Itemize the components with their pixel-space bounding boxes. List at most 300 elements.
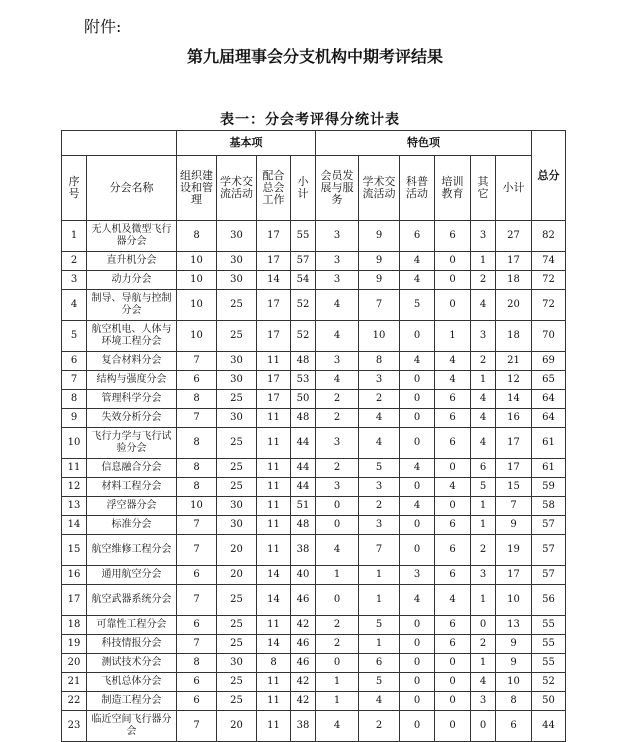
seq-cell: 5: [62, 321, 87, 352]
academic-special-cell: 7: [359, 290, 400, 321]
training-cell: 0: [435, 654, 471, 673]
coop-cell: 14: [257, 635, 291, 654]
seq-cell: 17: [62, 585, 87, 616]
table-row: [62, 585, 566, 616]
branch-name-cell: 材料工程分会: [87, 478, 177, 497]
other-cell: 2: [471, 535, 496, 566]
member-cell: 4: [316, 535, 359, 566]
member-cell: 3: [316, 221, 359, 252]
member-cell: 0: [316, 516, 359, 535]
other-cell: 2: [471, 271, 496, 290]
member-cell: 2: [316, 390, 359, 409]
coop-cell: 14: [257, 585, 291, 616]
org-cell: 6: [177, 673, 217, 692]
seq-cell: 10: [62, 428, 87, 459]
branch-name-cell: 管理科学分会: [87, 390, 177, 409]
training-cell: 6: [435, 428, 471, 459]
table-row: [62, 271, 566, 290]
other-cell: 1: [471, 371, 496, 390]
other-cell: 4: [471, 390, 496, 409]
seq-cell: 21: [62, 673, 87, 692]
academic-special-cell: 6: [359, 654, 400, 673]
coop-cell: 17: [257, 371, 291, 390]
org-cell: 10: [177, 497, 217, 516]
science-cell: 4: [400, 271, 435, 290]
academic-cell: 25: [217, 390, 257, 409]
academic-special-cell: 8: [359, 352, 400, 371]
seq-cell: 2: [62, 252, 87, 271]
total-cell: 55: [532, 616, 566, 635]
branch-name-cell: 航空维修工程分会: [87, 535, 177, 566]
org-cell: 10: [177, 321, 217, 352]
score-table-body: [62, 221, 566, 742]
subtotal-basic-cell: 57: [291, 252, 316, 271]
table-row: [62, 371, 566, 390]
header-special-items: 特色项: [316, 131, 532, 156]
subtotal-basic-cell: 46: [291, 585, 316, 616]
other-cell: 0: [471, 711, 496, 742]
coop-cell: 17: [257, 321, 291, 352]
subtotal-basic-cell: 44: [291, 428, 316, 459]
total-cell: 69: [532, 352, 566, 371]
academic-cell: 30: [217, 497, 257, 516]
science-cell: 4: [400, 252, 435, 271]
org-cell: 7: [177, 409, 217, 428]
org-cell: 8: [177, 390, 217, 409]
table-row: [62, 711, 566, 742]
total-cell: 59: [532, 478, 566, 497]
other-cell: 4: [471, 290, 496, 321]
seq-cell: 13: [62, 497, 87, 516]
other-cell: 5: [471, 478, 496, 497]
other-cell: 4: [471, 409, 496, 428]
science-cell: 0: [400, 371, 435, 390]
academic-special-cell: 9: [359, 252, 400, 271]
academic-special-cell: 4: [359, 692, 400, 711]
science-cell: 0: [400, 692, 435, 711]
academic-cell: 20: [217, 711, 257, 742]
member-cell: 1: [316, 566, 359, 585]
org-cell: 10: [177, 271, 217, 290]
total-cell: 74: [532, 252, 566, 271]
org-cell: 6: [177, 566, 217, 585]
branch-name-cell: 科技情报分会: [87, 635, 177, 654]
academic-cell: 30: [217, 252, 257, 271]
subtotal-special-cell: 7: [496, 497, 532, 516]
coop-cell: 11: [257, 352, 291, 371]
seq-cell: 22: [62, 692, 87, 711]
header-academic-exchange-special: 学术交流活动: [359, 156, 400, 221]
academic-cell: 20: [217, 566, 257, 585]
subtotal-special-cell: 9: [496, 654, 532, 673]
coop-cell: 14: [257, 566, 291, 585]
seq-cell: 16: [62, 566, 87, 585]
academic-special-cell: 9: [359, 221, 400, 252]
total-cell: 61: [532, 459, 566, 478]
other-cell: 3: [471, 221, 496, 252]
member-cell: 3: [316, 352, 359, 371]
seq-cell: 19: [62, 635, 87, 654]
academic-special-cell: 3: [359, 371, 400, 390]
seq-cell: 9: [62, 409, 87, 428]
academic-cell: 25: [217, 459, 257, 478]
subtotal-basic-cell: 48: [291, 516, 316, 535]
subtotal-special-cell: 19: [496, 535, 532, 566]
total-cell: 55: [532, 635, 566, 654]
subtotal-basic-cell: 42: [291, 692, 316, 711]
member-cell: 1: [316, 673, 359, 692]
org-cell: 8: [177, 654, 217, 673]
other-cell: 6: [471, 459, 496, 478]
other-cell: 1: [471, 585, 496, 616]
science-cell: 4: [400, 497, 435, 516]
branch-name-cell: 结构与强度分会: [87, 371, 177, 390]
member-cell: 3: [316, 428, 359, 459]
table-row: [62, 459, 566, 478]
subtotal-basic-cell: 46: [291, 635, 316, 654]
subtotal-special-cell: 18: [496, 321, 532, 352]
other-cell: 1: [471, 654, 496, 673]
subtotal-special-cell: 6: [496, 711, 532, 742]
branch-name-cell: 可靠性工程分会: [87, 616, 177, 635]
org-cell: 10: [177, 290, 217, 321]
coop-cell: 17: [257, 290, 291, 321]
other-cell: 3: [471, 321, 496, 352]
table-row: [62, 428, 566, 459]
other-cell: 4: [471, 673, 496, 692]
training-cell: 0: [435, 711, 471, 742]
total-cell: 55: [532, 654, 566, 673]
header-subtotal-basic: 小计: [291, 156, 316, 221]
science-cell: 0: [400, 409, 435, 428]
subtotal-basic-cell: 44: [291, 459, 316, 478]
training-cell: 4: [435, 585, 471, 616]
subtotal-special-cell: 13: [496, 616, 532, 635]
other-cell: 1: [471, 252, 496, 271]
subtotal-special-cell: 9: [496, 516, 532, 535]
coop-cell: 11: [257, 535, 291, 566]
subtotal-special-cell: 15: [496, 478, 532, 497]
subtotal-special-cell: 9: [496, 635, 532, 654]
academic-cell: 25: [217, 585, 257, 616]
table-row: [62, 409, 566, 428]
branch-name-cell: 标准分会: [87, 516, 177, 535]
training-cell: 0: [435, 290, 471, 321]
seq-cell: 8: [62, 390, 87, 409]
subtotal-basic-cell: 46: [291, 654, 316, 673]
attachment-label: 附件:: [84, 17, 122, 36]
subtotal-special-cell: 17: [496, 252, 532, 271]
science-cell: 6: [400, 221, 435, 252]
org-cell: 8: [177, 428, 217, 459]
academic-special-cell: 3: [359, 516, 400, 535]
org-cell: 7: [177, 352, 217, 371]
member-cell: 1: [316, 692, 359, 711]
training-cell: 6: [435, 616, 471, 635]
org-cell: 10: [177, 252, 217, 271]
science-cell: 0: [400, 635, 435, 654]
science-cell: 0: [400, 390, 435, 409]
seq-cell: 3: [62, 271, 87, 290]
training-cell: 1: [435, 321, 471, 352]
coop-cell: 8: [257, 654, 291, 673]
subtotal-special-cell: 17: [496, 566, 532, 585]
coop-cell: 14: [257, 271, 291, 290]
subtotal-special-cell: 27: [496, 221, 532, 252]
subtotal-special-cell: 10: [496, 585, 532, 616]
document-title: 第九届理事会分支机构中期考评结果: [186, 47, 443, 66]
total-cell: 72: [532, 271, 566, 290]
training-cell: 6: [435, 409, 471, 428]
branch-name-cell: 飞行力学与飞行试验分会: [87, 428, 177, 459]
academic-cell: 30: [217, 271, 257, 290]
other-cell: 4: [471, 428, 496, 459]
subtotal-special-cell: 20: [496, 290, 532, 321]
coop-cell: 11: [257, 459, 291, 478]
academic-cell: 25: [217, 428, 257, 459]
training-cell: 4: [435, 478, 471, 497]
table-row: [62, 635, 566, 654]
science-cell: 0: [400, 673, 435, 692]
subtotal-special-cell: 17: [496, 459, 532, 478]
coop-cell: 11: [257, 516, 291, 535]
total-cell: 65: [532, 371, 566, 390]
other-cell: 3: [471, 566, 496, 585]
table-row: [62, 535, 566, 566]
total-cell: 56: [532, 585, 566, 616]
org-cell: 8: [177, 221, 217, 252]
science-cell: 0: [400, 616, 435, 635]
branch-name-cell: 制导、导航与控制分会: [87, 290, 177, 321]
training-cell: 6: [435, 635, 471, 654]
training-cell: 0: [435, 692, 471, 711]
coop-cell: 11: [257, 428, 291, 459]
training-cell: 0: [435, 271, 471, 290]
other-cell: 2: [471, 352, 496, 371]
training-cell: 4: [435, 371, 471, 390]
branch-name-cell: 临近空间飞行器分会: [87, 711, 177, 742]
total-cell: 82: [532, 221, 566, 252]
total-cell: 72: [532, 290, 566, 321]
training-cell: 0: [435, 252, 471, 271]
science-cell: 5: [400, 290, 435, 321]
header-science-popularization: 科普活动: [400, 156, 435, 221]
subtotal-basic-cell: 52: [291, 321, 316, 352]
total-cell: 57: [532, 535, 566, 566]
subtotal-special-cell: 14: [496, 390, 532, 409]
branch-name-cell: 航空机电、人体与环境工程分会: [87, 321, 177, 352]
seq-cell: 4: [62, 290, 87, 321]
subtotal-special-cell: 12: [496, 371, 532, 390]
member-cell: 0: [316, 497, 359, 516]
subtotal-special-cell: 18: [496, 271, 532, 290]
seq-cell: 14: [62, 516, 87, 535]
academic-special-cell: 7: [359, 535, 400, 566]
academic-special-cell: 1: [359, 566, 400, 585]
branch-name-cell: 无人机及微型飞行器分会: [87, 221, 177, 252]
table-row: [62, 290, 566, 321]
header-seq: 序号: [62, 156, 87, 221]
member-cell: 3: [316, 252, 359, 271]
header-cooperation: 配合总会工作: [257, 156, 291, 221]
table-row: [62, 516, 566, 535]
academic-special-cell: 1: [359, 585, 400, 616]
subtotal-basic-cell: 50: [291, 390, 316, 409]
table-row: [62, 616, 566, 635]
header-other: 其它: [471, 156, 496, 221]
score-table: [61, 130, 566, 742]
science-cell: 0: [400, 654, 435, 673]
training-cell: 0: [435, 673, 471, 692]
academic-cell: 30: [217, 371, 257, 390]
org-cell: 8: [177, 459, 217, 478]
subtotal-special-cell: 10: [496, 673, 532, 692]
table-row: [62, 566, 566, 585]
coop-cell: 17: [257, 221, 291, 252]
academic-cell: 20: [217, 535, 257, 566]
header-training: 培训教育: [435, 156, 471, 221]
branch-name-cell: 测试技术分会: [87, 654, 177, 673]
org-cell: 6: [177, 371, 217, 390]
subtotal-basic-cell: 40: [291, 566, 316, 585]
header-total-score: 总分: [532, 131, 566, 221]
header-org-management: 组织建设和管理: [177, 156, 217, 221]
header-member-service: 会员发展与服务: [316, 156, 359, 221]
subtotal-special-cell: 16: [496, 409, 532, 428]
academic-cell: 30: [217, 516, 257, 535]
org-cell: 7: [177, 535, 217, 566]
branch-name-cell: 信息融合分会: [87, 459, 177, 478]
seq-cell: 1: [62, 221, 87, 252]
org-cell: 6: [177, 692, 217, 711]
seq-cell: 11: [62, 459, 87, 478]
training-cell: 0: [435, 497, 471, 516]
branch-name-cell: 动力分会: [87, 271, 177, 290]
header-academic-exchange: 学术交流活动: [217, 156, 257, 221]
science-cell: 0: [400, 711, 435, 742]
academic-cell: 25: [217, 290, 257, 321]
academic-cell: 25: [217, 692, 257, 711]
science-cell: 0: [400, 535, 435, 566]
training-cell: 6: [435, 390, 471, 409]
table-title: 表一：分会考评得分统计表: [220, 112, 400, 128]
table-row: [62, 390, 566, 409]
training-cell: 6: [435, 535, 471, 566]
academic-cell: 30: [217, 409, 257, 428]
member-cell: 2: [316, 459, 359, 478]
coop-cell: 17: [257, 390, 291, 409]
training-cell: 6: [435, 516, 471, 535]
org-cell: 7: [177, 711, 217, 742]
other-cell: 3: [471, 692, 496, 711]
science-cell: 3: [400, 566, 435, 585]
science-cell: 4: [400, 459, 435, 478]
academic-cell: 25: [217, 635, 257, 654]
member-cell: 4: [316, 711, 359, 742]
training-cell: 4: [435, 352, 471, 371]
subtotal-basic-cell: 38: [291, 711, 316, 742]
table-row: [62, 497, 566, 516]
org-cell: 8: [177, 478, 217, 497]
coop-cell: 11: [257, 478, 291, 497]
table-row: [62, 673, 566, 692]
table-row: [62, 478, 566, 497]
subtotal-basic-cell: 38: [291, 535, 316, 566]
academic-cell: 30: [217, 352, 257, 371]
member-cell: 2: [316, 635, 359, 654]
coop-cell: 11: [257, 497, 291, 516]
branch-name-cell: 飞机总体分会: [87, 673, 177, 692]
total-cell: 58: [532, 497, 566, 516]
org-cell: 7: [177, 635, 217, 654]
header-basic-items: 基本项: [177, 131, 316, 156]
total-cell: 50: [532, 692, 566, 711]
branch-name-cell: 复合材料分会: [87, 352, 177, 371]
academic-cell: 25: [217, 616, 257, 635]
subtotal-special-cell: 21: [496, 352, 532, 371]
total-cell: 70: [532, 321, 566, 352]
academic-special-cell: 2: [359, 711, 400, 742]
total-cell: 64: [532, 390, 566, 409]
total-cell: 61: [532, 428, 566, 459]
subtotal-basic-cell: 52: [291, 290, 316, 321]
seq-cell: 6: [62, 352, 87, 371]
subtotal-special-cell: 17: [496, 428, 532, 459]
member-cell: 3: [316, 271, 359, 290]
org-cell: 7: [177, 585, 217, 616]
seq-cell: 12: [62, 478, 87, 497]
academic-special-cell: 10: [359, 321, 400, 352]
seq-cell: 23: [62, 711, 87, 742]
subtotal-basic-cell: 44: [291, 478, 316, 497]
table-row: [62, 252, 566, 271]
subtotal-basic-cell: 48: [291, 352, 316, 371]
seq-cell: 15: [62, 535, 87, 566]
org-cell: 6: [177, 616, 217, 635]
seq-cell: 18: [62, 616, 87, 635]
total-cell: 57: [532, 566, 566, 585]
coop-cell: 11: [257, 616, 291, 635]
academic-cell: 30: [217, 221, 257, 252]
branch-name-cell: 直升机分会: [87, 252, 177, 271]
total-cell: 52: [532, 673, 566, 692]
member-cell: 0: [316, 654, 359, 673]
other-cell: 0: [471, 616, 496, 635]
table-row: [62, 321, 566, 352]
subtotal-basic-cell: 54: [291, 271, 316, 290]
academic-special-cell: 5: [359, 673, 400, 692]
table-row: [62, 692, 566, 711]
coop-cell: 11: [257, 409, 291, 428]
subtotal-basic-cell: 42: [291, 616, 316, 635]
science-cell: 0: [400, 478, 435, 497]
subtotal-basic-cell: 53: [291, 371, 316, 390]
seq-cell: 7: [62, 371, 87, 390]
academic-cell: 25: [217, 321, 257, 352]
academic-special-cell: 4: [359, 428, 400, 459]
branch-name-cell: 航空武器系统分会: [87, 585, 177, 616]
academic-special-cell: 3: [359, 478, 400, 497]
coop-cell: 17: [257, 252, 291, 271]
subtotal-basic-cell: 55: [291, 221, 316, 252]
academic-special-cell: 4: [359, 409, 400, 428]
subtotal-special-cell: 8: [496, 692, 532, 711]
table-row: [62, 221, 566, 252]
total-cell: 44: [532, 711, 566, 742]
academic-cell: 25: [217, 673, 257, 692]
subtotal-basic-cell: 48: [291, 409, 316, 428]
other-cell: 1: [471, 497, 496, 516]
